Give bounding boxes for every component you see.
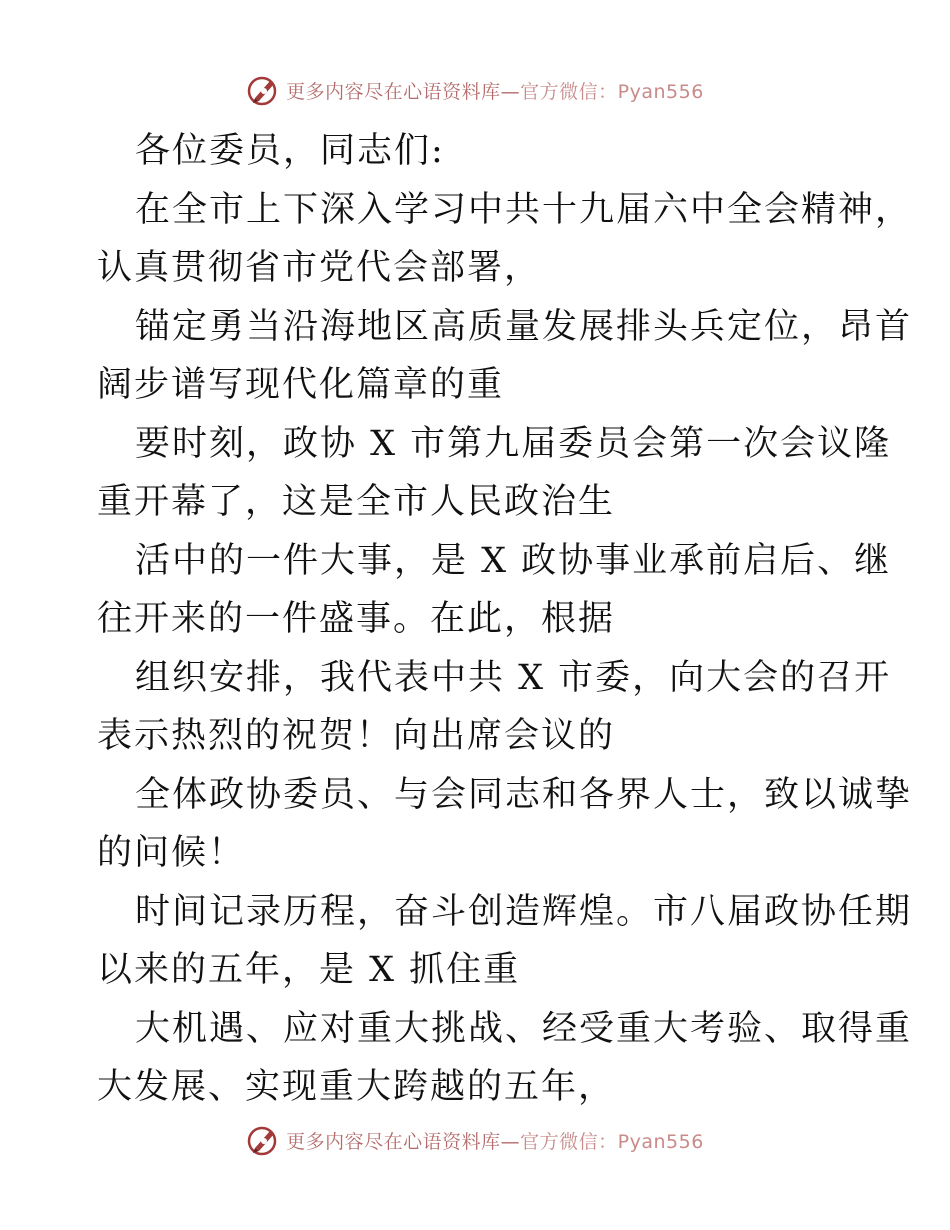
pen-logo-icon <box>246 1123 280 1157</box>
text-line: 往开来的一件盛事。在此，根据 <box>97 599 616 639</box>
text-line: 重开幕了，这是全市人民政治生 <box>97 482 616 522</box>
text-line: 认真贯彻省市党代会部署， <box>97 248 542 288</box>
pen-logo-icon <box>246 73 280 107</box>
text-line: 锚定勇当沿海地区高质量发展排头兵定位，昂首 <box>135 306 913 347</box>
banner-text <box>286 1127 704 1154</box>
header-banner <box>0 70 950 110</box>
text-line: 阔步谱写现代化篇章的重 <box>97 365 505 405</box>
document-body <box>97 122 913 1117</box>
text-line: 要时刻，政协 X 市第九届委员会第一次会议隆 <box>135 423 892 464</box>
text-line: 全体政协委员、与会同志和各界人士，致以诚挚 <box>135 774 913 815</box>
banner-site-text: 更多内容尽在心语资料库— <box>286 80 521 103</box>
banner-text <box>286 77 704 104</box>
banner-contact-text: 官方微信：Pyan556 <box>520 80 704 103</box>
text-line: 活中的一件大事，是 X 政协事业承前启后、继 <box>135 540 892 581</box>
text-line: 大机遇、应对重大挑战、经受重大考验、取得重 <box>135 1008 913 1049</box>
text-line: 的问候！ <box>97 833 246 873</box>
text-line: 以来的五年，是 X 抓住重 <box>97 950 521 990</box>
text-line: 大发展、实现重大跨越的五年， <box>97 1067 616 1107</box>
banner-contact-text: 官方微信：Pyan556 <box>520 1130 704 1153</box>
text-line: 表示热烈的祝贺！向出席会议的 <box>97 716 616 756</box>
text-line: 时间记录历程，奋斗创造辉煌。市八届政协任期 <box>135 891 913 932</box>
text-line: 在全市上下深入学习中共十九届六中全会精神， <box>135 189 913 230</box>
text-line: 组织安排，我代表中共 X 市委，向大会的召开 <box>135 657 892 698</box>
text-line: 各位委员，同志们: <box>135 131 445 171</box>
footer-banner <box>0 1120 950 1160</box>
banner-site-text: 更多内容尽在心语资料库— <box>286 1130 521 1153</box>
